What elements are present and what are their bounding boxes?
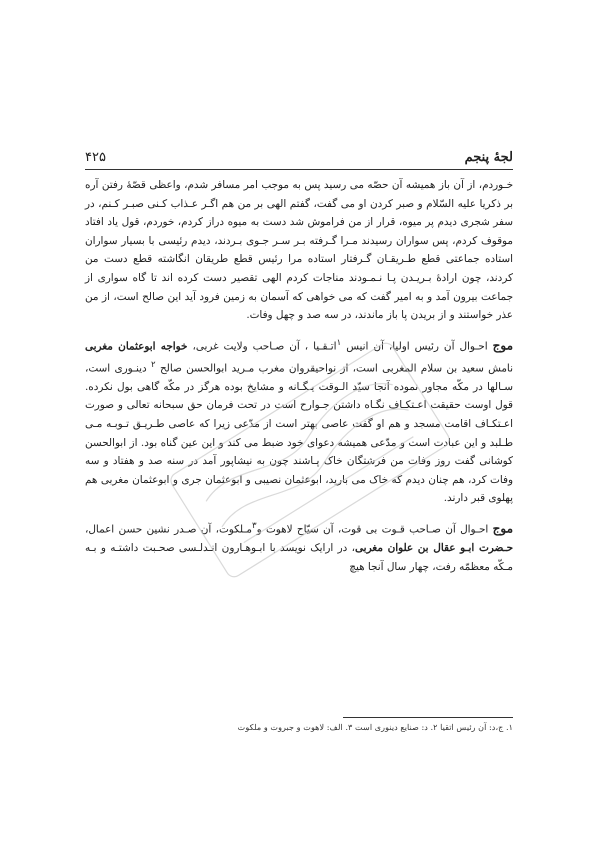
footnote-ref-2: ۲ [150, 359, 156, 370]
section-lead-mawj: موج [492, 521, 513, 536]
footnote-ref-3: ۳ [251, 521, 257, 532]
person-name-abu-aqqal: حـضرت ابـو عقال بن علوان مغربی [355, 542, 513, 555]
paragraph-2: موج احـوال آن رئیس اولیا، آن انیس $^۱$اتـقـیا ، آن صـاحب ولایت غربی، خواجه ابوعثمان مغربی نامش سعید بن سلام المغربی است، از نواحیقروان مغرب مـرید ابوالحسن صالح $^۲$ دینـوری است، سـالها در مکّه مجاور نموده آنجا سیّد الـوقت یـگـانه و مشایخ بوده هرگز در مکّه گاهی بول نکرده. قول اوست حقیقت اعـتکـاف نگـاه داشتن جـوارح است در تحت فرمان حق سبحانه تعالی و صورت اعـتکـاف اقامت مسجد و هم او گفت عاصی بهتر است از مدّعی زیرا که عاصی طـریـق تـوبـه مـی طـلبد و این عبادت است و مدّعی همیشه دعوای خود ضبط می کند و این عین گناه بود. از ابوالحسن کوشانی گفت روز وفات من فرشتگان خاک پـاشند چون به نیشاپور آمد در سنه صد و هفتاد و سه وفات کرد، هم چنان دیدم که خاک می بارید، ابوعثمان نصیبی و ابوعثمان جری و ابوعثمان مغربی هم پهلوی قبر دارند. [85, 337, 513, 505]
paragraph-3: موج احـوال آن صـاحب قـوت بی قوت، آن سیّاح لاهوت و$^۳$مـلکوت، آن صـدر نشین حسن اعمال، حـضرت ابـو عقال بن علوان مغربی، در ارایک نویسد با ابـوهـارون انـدلـسی صحـبت داشتـه و بـه مـکّه معظمّه رفت، چهار سال آنجا هیچ [85, 521, 513, 573]
header-rule [85, 169, 513, 170]
person-name-abu-uthman: خواجه ابوعثمان مغربی [85, 340, 188, 353]
body-text [85, 176, 513, 576]
running-title: لجۀ پنجم [464, 150, 513, 165]
page-header [85, 150, 513, 170]
footnote-ref-1: ۱ [336, 337, 342, 348]
section-lead-mawj: موج [492, 338, 513, 353]
footnotes: ۱. ج،د: آن رئیس اتقیا ۲. د: صنایع دینوری است ۳. الف: لاهوت و جبروت و ملکوت [237, 722, 513, 732]
footnote-rule [343, 717, 513, 718]
page-number: ۴۲۵ [85, 150, 106, 165]
paragraph-1: خـوردم، از آن باز همیشه آن حصّه می رسید پس به موجب امر مسافر شدم، واعظی قصّهٔ رفتن آره بر ذکریا علیه السّلام و صبر کردن او می گفت، گفتم الهی بر من هم اگـر عـذاب کـنی صبـر کـنم، در سفر شجری دیدم پر میوه، قرار از من فراموش شد دست به میوه دراز کردم، خوردم، قول یاد افتاد موقوف کردم، پس سواران رسیدند مـرا گـرفته بـر سـر جـوی بـردند، دیدم رئیسی با بسیار سواران استاده جماعتی قطع طـریقـان گـرفتار استاده مرا رئیس قطع طریقان انگاشته قطع دست من کردند، چون ارادهٔ بـریـدن پـا نـمـودند مناجات کردم الهی تقصیر دست کرده اند تا گاه سواری از جماعت بیرون آمد و به امیر گفت که می خواهی که آسمان به زمین فرود آید این صالح است، از من عذر خواستند و از بریدن پا باز ماندند، در سه صد و چهل وفات. [85, 179, 513, 322]
